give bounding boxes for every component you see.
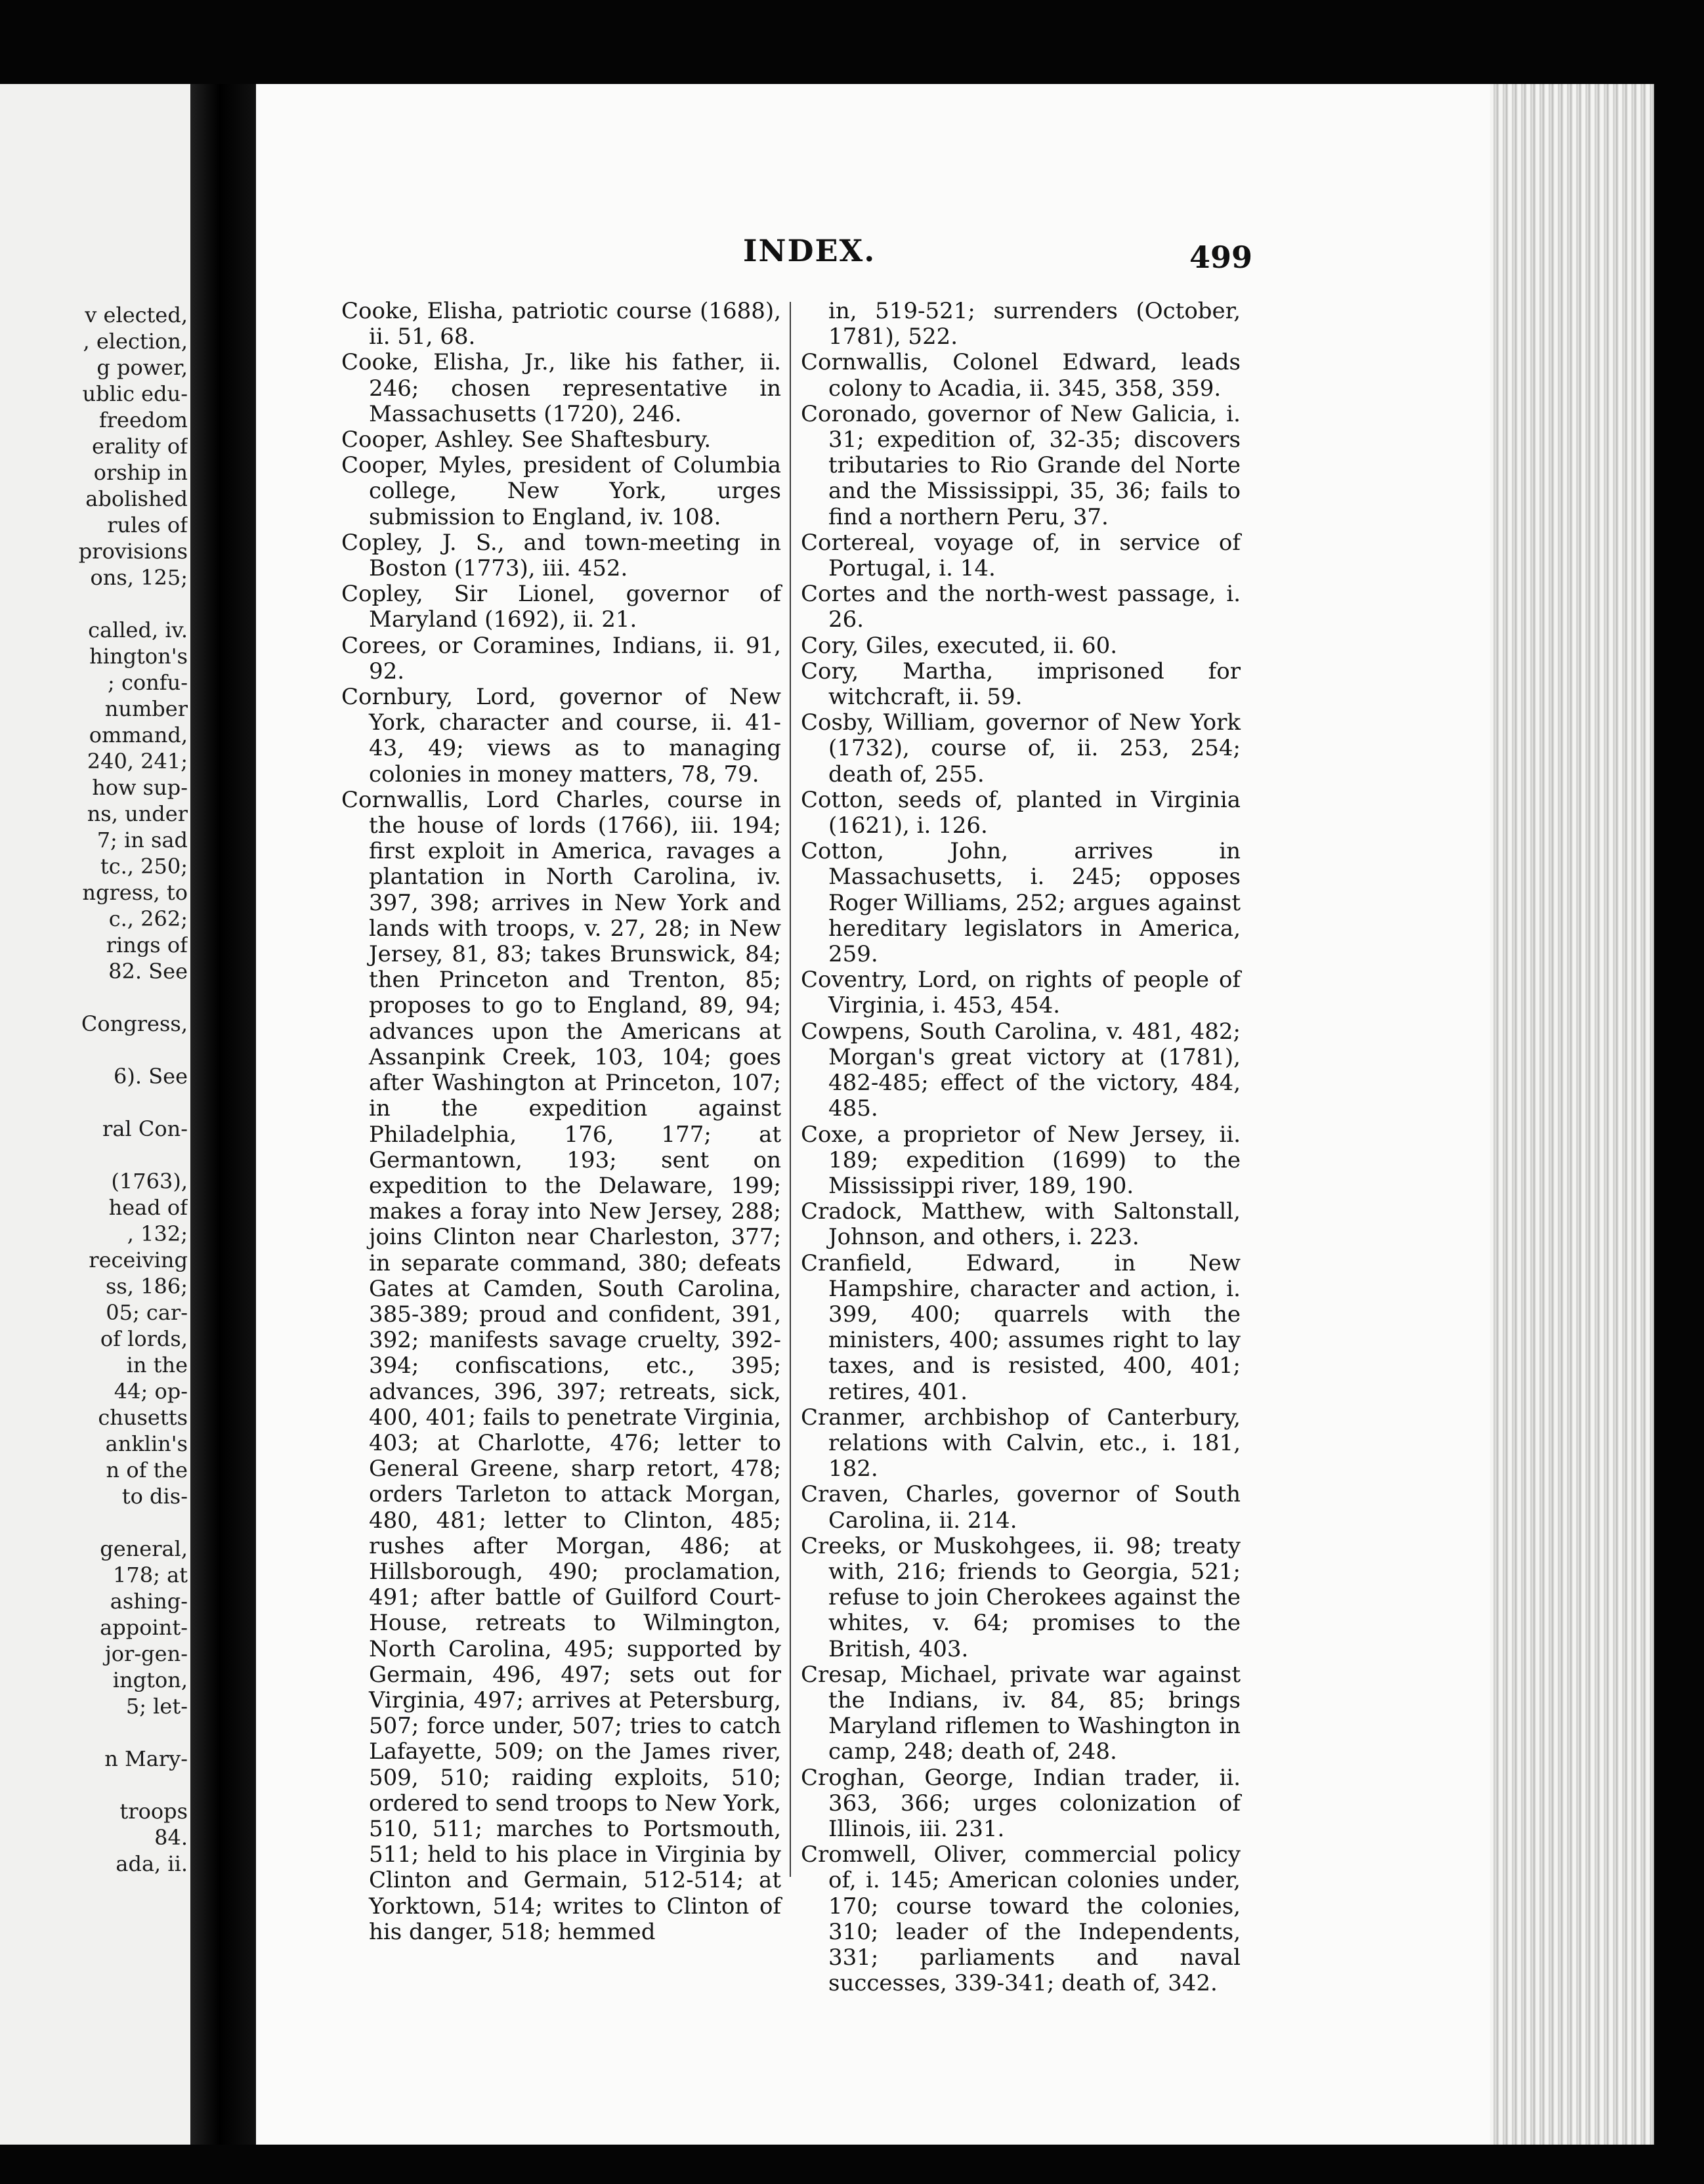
index-entry: Cromwell, Oliver, commercial policy of, i. 145; American colonies under, 170; course toward the colonies, 310; leader of the Independents, 331; parliaments and naval successes, 339-341; death of, 342.: [801, 1841, 1241, 1997]
left-page-text-fragment: freedom: [98, 408, 188, 432]
left-page-text-fragment: chusetts: [98, 1405, 188, 1430]
left-page-text-fragment: 82. See: [108, 959, 188, 984]
left-page-text-fragment: ral Con-: [102, 1116, 188, 1141]
index-entry: Cornwallis, Lord Charles, course in the house of lords (1766), iii. 194; first exploit in America, ravages a plantation in North Carolina, iv. 397, 398; arrives in New York and lands with troops, v. 27, 28; in New Jersey, 81, 83; takes Brunswick, 84; then Princeton and Trenton, 85; proposes to go to England, 89, 94; advances upon the Americans at Assanpink Creek, 103, 104; goes after Washington at Princeton, 107; in the expedition against Philadelphia, 176, 177; at Germantown, 193; sent on expedition to the Delaware, 199; makes a foray into New Jersey, 288; joins Clinton near Charleston, 377; in separate command, 380; defeats Gates at Camden, South Carolina, 385-389; proud and confident, 391, 392; manifests savage cruelty, 392-394; confiscations, etc., 395; advances, 396, 397; retreats, sick, 400, 401; fails to penetrate Virginia, 403; at Charlotte, 476; letter to General Greene, sharp retort, 478; orders Tarleton to attack Morgan, 480, 481; letter to Clinton, 485; rushes after Morgan, 486; at Hillsborough, 490; proclamation, 491; after battle of Guilford Court-House, retreats to Wilmington, North Carolina, 495; supported by Germain, 496, 497; sets out for Virginia, 497; arrives at Petersburg, 507; force under, 507; tries to catch Lafayette, 509; on the James river, 509, 510; raiding exploits, 510; ordered to send troops to New York, 510, 511; marches to Portsmouth, 511; held to his place in Virginia by Clinton and Germain, 512-514; at Yorktown, 514; writes to Clinton of his danger, 518; hemmed: [341, 786, 781, 1945]
left-page-text-fragment: 240, 241;: [87, 749, 188, 774]
index-entry: Cresap, Michael, private war against the Indians, iv. 84, 85; brings Maryland riflemen to Washington in camp, 248; death of, 248.: [801, 1661, 1241, 1765]
index-entry: Cotton, seeds of, planted in Virginia (1621), i. 126.: [801, 786, 1241, 839]
left-page-text-fragment: general,: [100, 1536, 188, 1561]
left-page-text-fragment: 6). See: [114, 1064, 188, 1089]
index-entry: Cory, Giles, executed, ii. 60.: [801, 632, 1118, 659]
index-entry: Cranmer, archbishop of Canterbury, relations with Calvin, etc., i. 181, 182.: [801, 1404, 1241, 1482]
index-entry: Copley, Sir Lionel, governor of Maryland (1692), ii. 21.: [341, 581, 781, 633]
left-page-text-fragment: orship in: [93, 460, 188, 485]
index-entry: Cooper, Ashley. See Shaftesbury.: [341, 427, 712, 453]
index-entry: Cradock, Matthew, with Saltonstall, Johnson, and others, i. 223.: [801, 1198, 1241, 1251]
index-entry: Cooke, Elisha, patriotic course (1688), ii. 51, 68.: [341, 298, 781, 350]
left-page-text-fragment: ngress, to: [82, 880, 188, 905]
index-entry: Cooper, Myles, president of Columbia college, New York, urges submission to England, iv. 108.: [341, 452, 781, 530]
left-page-text-fragment: erality of: [92, 434, 188, 459]
index-entry: Corees, or Coramines, Indians, ii. 91, 92.: [341, 632, 781, 684]
left-page-text-fragment: 178; at: [113, 1563, 188, 1587]
left-page-text-fragment: v elected,: [85, 303, 188, 327]
left-page-text-fragment: troops: [119, 1799, 188, 1824]
page-title: INDEX.: [743, 233, 876, 268]
left-page-text-fragment: ashing-: [110, 1589, 188, 1614]
left-page-text-fragment: ada, ii.: [116, 1851, 188, 1876]
left-page-text-fragment: n of the: [106, 1458, 188, 1482]
left-page-text-fragment: how sup-: [92, 775, 188, 800]
left-page-text-fragment: rules of: [107, 513, 188, 537]
index-entry-continuation: in, 519-521; surrenders (October, 1781), 522.: [828, 298, 1241, 350]
left-page-text-fragment: 05; car-: [106, 1300, 188, 1325]
left-page-text-fragment: ons, 125;: [90, 565, 188, 590]
book-gutter: [190, 84, 256, 2145]
index-entry: Coronado, governor of New Galicia, i. 31; expedition of, 32-35; discovers tributaries to Rio Grande del Norte and the Mississippi, 35, 36; fails to find a northern Peru, 37.: [801, 400, 1241, 530]
index-entry: Creeks, or Muskohgees, ii. 98; treaty with, 216; friends to Georgia, 521; refuse to join Cherokees against the whites, v. 64; promises to the British, 403.: [801, 1532, 1241, 1662]
index-entry: Cory, Martha, imprisoned for witchcraft, ii. 59.: [801, 658, 1241, 711]
left-page-text-fragment: 84.: [154, 1825, 188, 1850]
left-page-text-fragment: 7; in sad: [96, 828, 188, 852]
left-page-text-fragment: receiving: [89, 1248, 188, 1272]
left-page-text-fragment: Congress,: [81, 1011, 188, 1036]
left-page-text-fragment: appoint-: [100, 1615, 188, 1640]
left-page-text-fragment: ublic edu-: [82, 381, 188, 406]
left-page-text-fragment: called, iv.: [88, 618, 188, 642]
left-page-text-fragment: c., 262;: [108, 906, 188, 931]
left-page-text-fragment: g power,: [96, 355, 188, 380]
left-page-text-fragment: 5; let-: [125, 1694, 188, 1719]
index-entry: Copley, J. S., and town-meeting in Boston (1773), iii. 452.: [341, 529, 781, 582]
index-entry: Cornbury, Lord, governor of New York, character and course, ii. 41-43, 49; views as to managing colonies in money matters, 78, 79.: [341, 684, 781, 788]
index-entry: Cotton, John, arrives in Massachusetts, i. 245; opposes Roger Williams, 252; argues against hereditary legislators in America, 259.: [801, 838, 1241, 968]
index-entry: Craven, Charles, governor of South Carolina, ii. 214.: [801, 1481, 1241, 1534]
index-entry: Cortes and the north-west passage, i. 26.: [801, 581, 1241, 633]
left-page-text-fragment: abolished: [85, 486, 188, 511]
left-page-text-fragment: of lords,: [100, 1326, 188, 1351]
column-divider: [790, 302, 791, 1877]
left-page-text-fragment: (1763),: [111, 1169, 188, 1194]
index-entry: Cosby, William, governor of New York (1732), course of, ii. 253, 254; death of, 255.: [801, 709, 1241, 788]
index-entry: Cornwallis, Colonel Edward, leads colony to Acadia, ii. 345, 358, 359.: [801, 349, 1241, 402]
page-number: 499: [1189, 240, 1253, 275]
index-entry: Cowpens, South Carolina, v. 481, 482; Morgan's great victory at (1781), 482-485; effect of the victory, 484, 485.: [801, 1018, 1241, 1122]
left-page-text-fragment: hington's: [89, 644, 188, 669]
index-entry: Croghan, George, Indian trader, ii. 363, 366; urges colonization of Illinois, iii. 231.: [801, 1764, 1241, 1842]
left-page-text-fragment: tc., 250;: [100, 854, 188, 879]
left-page-text-fragment: ; confu-: [107, 670, 188, 695]
left-page-text-fragment: ss, 186;: [105, 1274, 188, 1299]
index-column-right: [801, 299, 1241, 1996]
left-page-text-fragment: to dis-: [121, 1484, 188, 1509]
left-page-text-fragment: number: [104, 696, 188, 721]
left-page-text-fragment: , 132;: [127, 1221, 188, 1246]
left-page-text-fragment: head of: [108, 1195, 188, 1220]
left-page-text-fragment: ington,: [112, 1668, 188, 1692]
left-page-text-fragment: , election,: [83, 329, 188, 354]
left-page-text-fragment: rings of: [106, 933, 188, 957]
left-page-text-fragment: in the: [126, 1353, 188, 1377]
index-entry: Cooke, Elisha, Jr., like his father, ii. 246; chosen representative in Massachusetts (1720), 246.: [341, 349, 781, 427]
left-page-text-fragment: ns, under: [87, 801, 188, 826]
index-entry: Cortereal, voyage of, in service of Portugal, i. 14.: [801, 529, 1241, 582]
index-entry: Coventry, Lord, on rights of people of Virginia, i. 453, 454.: [801, 967, 1241, 1019]
index-column-left: [341, 299, 781, 1945]
left-page-text-fragment: jor-gen-: [104, 1641, 188, 1666]
left-page-text-fragment: anklin's: [105, 1431, 188, 1456]
left-page-text-fragment: ommand,: [89, 723, 188, 747]
index-entry: Cranfield, Edward, in New Hampshire, character and action, i. 399, 400; quarrels with the ministers, 400; assumes right to lay taxes, and is resisted, 400, 401; retires, 401.: [801, 1250, 1241, 1405]
index-entry: Coxe, a proprietor of New Jersey, ii. 189; expedition (1699) to the Mississippi river, 189, 190.: [801, 1121, 1241, 1199]
left-facing-page: [0, 84, 193, 2145]
left-page-text-fragment: 44; op-: [114, 1379, 188, 1404]
left-page-text-fragment: provisions: [78, 539, 188, 564]
left-page-text-fragment: n Mary-: [104, 1746, 188, 1771]
page-edges: [1490, 84, 1654, 2145]
